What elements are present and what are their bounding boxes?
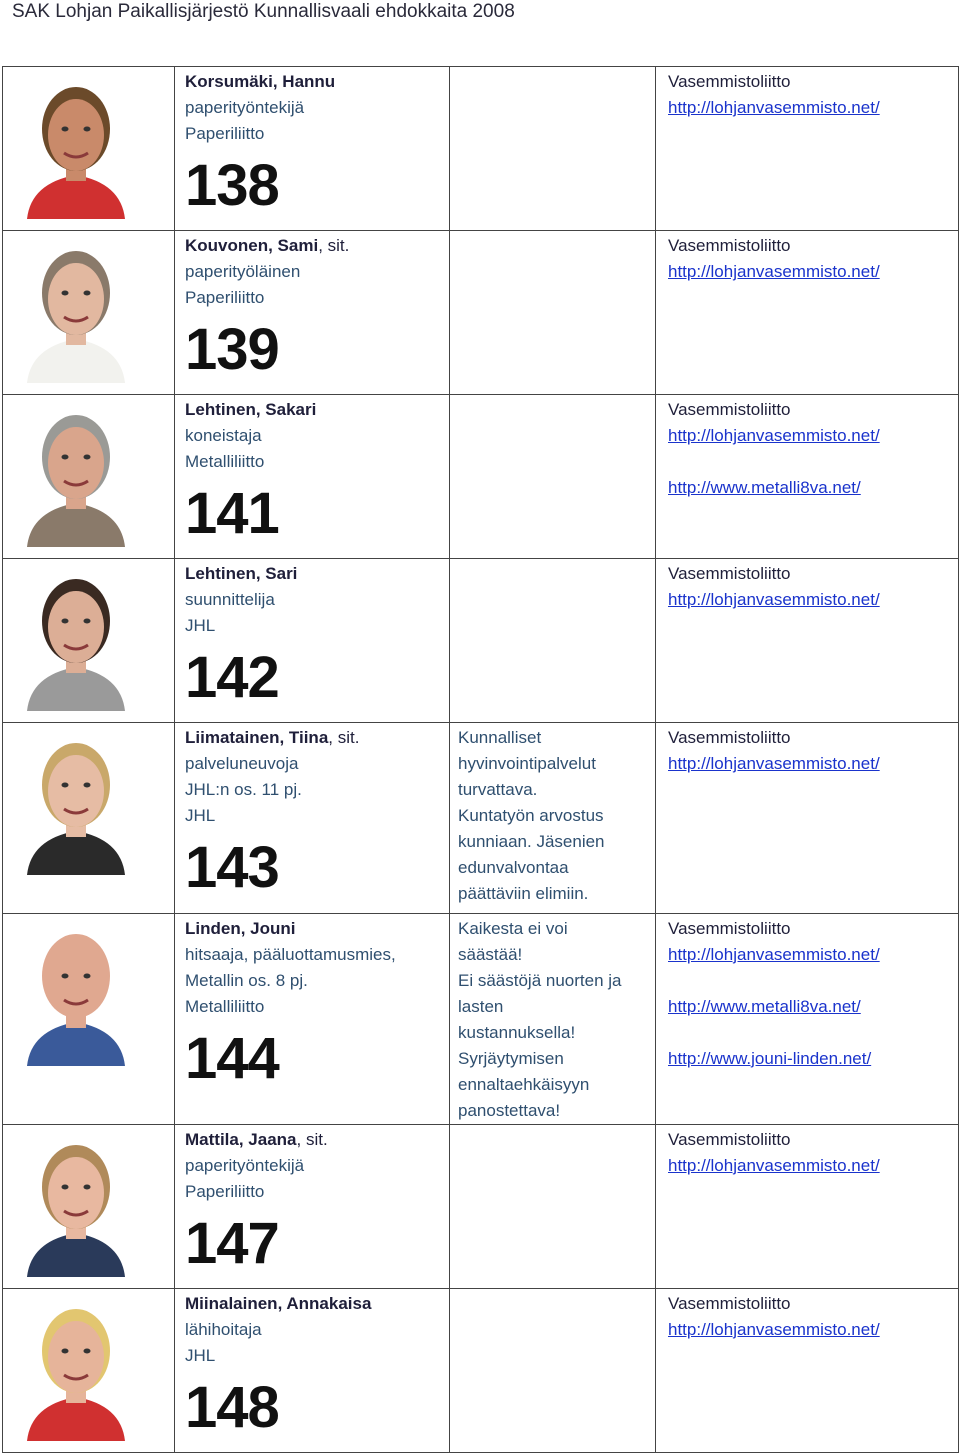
candidate-name-line	[185, 916, 449, 942]
candidate-info-cell	[175, 913, 450, 1124]
candidate-notes	[450, 1289, 655, 1291]
note-line: lasten	[458, 996, 504, 1016]
candidate-info	[175, 914, 449, 1094]
candidate-links-cell	[656, 395, 959, 559]
candidate-number: 148	[185, 1374, 279, 1440]
candidate-name: Kouvonen, Sami	[185, 236, 319, 256]
candidate-number: 138	[185, 153, 279, 218]
candidate-photo	[17, 918, 135, 1066]
candidate-links-cell	[656, 559, 959, 723]
party-name: Vasemmistoliitto	[668, 236, 791, 256]
candidate-notes	[450, 1125, 655, 1127]
candidate-info	[175, 67, 449, 221]
candidate-notes-cell	[450, 231, 656, 395]
candidate-detail: JHL:n os. 11 pj.	[185, 780, 302, 800]
note-line: Kunnalliset	[458, 728, 542, 748]
candidate-row	[3, 67, 959, 231]
party-name: Vasemmistoliitto	[668, 728, 791, 748]
note-line: Ei säästöjä nuorten ja	[458, 970, 622, 990]
website-link[interactable]: http://lohjanvasemmisto.net/	[668, 944, 880, 964]
document-title: SAK Lohjan Paikallisjärjestö Kunnallisvaali ehdokkaita 2008	[12, 1, 515, 22]
note-line: Syrjäytymisen	[458, 1048, 564, 1068]
candidate-row	[3, 231, 959, 395]
candidate-info-cell	[175, 723, 450, 913]
candidate-name-line	[185, 69, 449, 95]
photo-cell	[3, 913, 175, 1124]
candidate-name-line	[185, 1291, 449, 1317]
photo-cell	[3, 559, 175, 723]
candidate-links-cell	[656, 67, 959, 231]
note-line: säästää!	[458, 944, 523, 964]
candidate-links	[656, 914, 958, 1072]
photo-cell	[3, 723, 175, 913]
candidate-photo	[17, 71, 135, 219]
candidate-name-line	[185, 1127, 449, 1153]
candidate-info	[175, 559, 449, 713]
website-link[interactable]: http://lohjanvasemmisto.net/	[668, 262, 880, 282]
candidate-row	[3, 913, 959, 1124]
candidate-detail: paperityöntekijä	[185, 1155, 305, 1175]
candidate-detail: Metalliliitto	[185, 996, 265, 1016]
note-line: turvattava.	[458, 780, 538, 800]
photo-cell	[3, 1288, 175, 1452]
candidate-info-cell	[175, 67, 450, 231]
website-link[interactable]: http://lohjanvasemmisto.net/	[668, 754, 880, 774]
note-line: kunniaan. Jäsenien	[458, 832, 605, 852]
candidate-links	[656, 231, 958, 285]
candidate-detail: suunnittelija	[185, 590, 275, 610]
candidate-detail: Paperiliitto	[185, 1181, 265, 1201]
candidate-number: 143	[185, 835, 279, 901]
candidate-links-cell	[656, 1124, 959, 1288]
candidate-detail: palveluneuvoja	[185, 754, 299, 774]
party-name: Vasemmistoliitto	[668, 72, 791, 91]
candidate-name: Liimatainen, Tiina	[185, 728, 329, 748]
candidate-detail: Metalliliitto	[185, 452, 265, 472]
note-line: Kuntatyön arvostus	[458, 806, 604, 826]
candidate-row	[3, 395, 959, 559]
photo-cell	[3, 1124, 175, 1288]
candidate-detail: JHL	[185, 1345, 216, 1365]
website-link[interactable]: http://www.jouni-linden.net/	[668, 1048, 872, 1068]
candidate-photo	[17, 1129, 135, 1277]
website-link[interactable]: http://lohjanvasemmisto.net/	[668, 590, 880, 610]
candidates-table	[2, 66, 959, 1453]
candidate-info	[175, 231, 449, 385]
candidate-notes-cell	[450, 559, 656, 723]
website-link[interactable]: http://lohjanvasemmisto.net/	[668, 426, 880, 446]
candidate-info-cell	[175, 231, 450, 395]
candidate-number: 144	[185, 1025, 279, 1091]
candidate-number: 139	[185, 317, 279, 383]
party-name: Vasemmistoliitto	[668, 564, 791, 584]
party-name: Vasemmistoliitto	[668, 1129, 791, 1149]
photo-cell	[3, 395, 175, 559]
candidate-notes	[450, 67, 655, 69]
candidate-info-cell	[175, 559, 450, 723]
website-link[interactable]: http://www.metalli8va.net/	[668, 996, 861, 1016]
candidate-links	[656, 1289, 958, 1343]
candidate-name-line	[185, 725, 449, 751]
candidate-detail: JHL	[185, 616, 216, 636]
candidate-notes	[450, 395, 655, 397]
candidate-detail: JHL	[185, 806, 216, 826]
candidate-row	[3, 559, 959, 723]
candidate-name-line	[185, 397, 449, 423]
candidate-links-cell	[656, 231, 959, 395]
photo-cell	[3, 67, 175, 231]
photo-cell	[3, 231, 175, 395]
note-line: kustannuksella!	[458, 1022, 576, 1042]
candidate-info	[175, 1289, 449, 1443]
candidate-notes	[450, 914, 655, 1124]
candidate-notes	[450, 723, 655, 907]
candidate-detail: koneistaja	[185, 426, 262, 446]
candidate-notes-cell	[450, 395, 656, 559]
candidate-notes	[450, 231, 655, 233]
candidate-notes-cell	[450, 1124, 656, 1288]
candidate-info	[175, 395, 449, 549]
candidate-detail: Paperiliitto	[185, 124, 265, 143]
note-line: päättäviin elimiin.	[458, 884, 589, 904]
candidate-notes-cell	[450, 913, 656, 1124]
candidate-number: 142	[185, 645, 279, 711]
note-line: edunvalvontaa	[458, 858, 569, 878]
candidate-detail: hitsaaja, pääluottamusmies,	[185, 944, 396, 964]
party-name: Vasemmistoliitto	[668, 400, 791, 420]
note-line: ennaltaehkäisyyn	[458, 1074, 590, 1094]
candidate-detail: lähihoitaja	[185, 1319, 262, 1339]
candidate-row	[3, 1124, 959, 1288]
candidate-name: Korsumäki, Hannu	[185, 72, 336, 91]
candidate-detail: paperityöntekijä	[185, 98, 305, 117]
note-line: panostettava!	[458, 1100, 561, 1120]
candidate-photo	[17, 399, 135, 547]
candidate-name: Lehtinen, Sakari	[185, 400, 317, 420]
candidate-photo	[17, 235, 135, 383]
candidate-name: Mattila, Jaana	[185, 1129, 297, 1149]
candidate-name-suffix: , sit.	[318, 236, 350, 256]
candidate-links-cell	[656, 913, 959, 1124]
candidate-detail: Metallin os. 8 pj.	[185, 970, 308, 990]
candidate-links	[656, 67, 958, 121]
candidate-number: 147	[185, 1210, 279, 1276]
candidate-info-cell	[175, 1124, 450, 1288]
candidate-info	[175, 723, 449, 903]
candidate-detail: paperityöläinen	[185, 262, 301, 282]
candidate-notes	[450, 559, 655, 561]
candidate-name-line	[185, 233, 449, 259]
candidate-links-cell	[656, 723, 959, 913]
candidate-name-line	[185, 561, 449, 587]
candidate-photo	[17, 1293, 135, 1441]
candidate-name: Miinalainen, Annakaisa	[185, 1293, 372, 1313]
candidate-name: Linden, Jouni	[185, 918, 296, 938]
candidate-row	[3, 1288, 959, 1452]
candidate-notes-cell	[450, 67, 656, 231]
candidate-info-cell	[175, 1288, 450, 1452]
candidate-photo	[17, 563, 135, 711]
candidate-notes-cell	[450, 723, 656, 913]
candidate-notes-cell	[450, 1288, 656, 1452]
website-link[interactable]: http://lohjanvasemmisto.net/	[668, 1319, 880, 1339]
note-line: Kaikesta ei voi	[458, 918, 568, 938]
website-link[interactable]: http://lohjanvasemmisto.net/	[668, 1155, 880, 1175]
candidate-info-cell	[175, 395, 450, 559]
website-link[interactable]: http://www.metalli8va.net/	[668, 478, 861, 498]
candidate-links	[656, 723, 958, 777]
candidate-detail: Paperiliitto	[185, 288, 265, 308]
candidate-name: Lehtinen, Sari	[185, 564, 298, 584]
candidate-links-cell	[656, 1288, 959, 1452]
candidate-photo	[17, 727, 135, 875]
candidate-number: 141	[185, 481, 279, 547]
candidate-info	[175, 1125, 449, 1279]
candidate-links	[656, 395, 958, 501]
candidate-name-suffix: , sit.	[328, 728, 360, 748]
candidate-links	[656, 1125, 958, 1179]
candidate-row	[3, 723, 959, 913]
note-line: hyvinvointipalvelut	[458, 754, 596, 774]
website-link[interactable]: http://lohjanvasemmisto.net/	[668, 98, 880, 117]
candidate-links	[656, 559, 958, 613]
party-name: Vasemmistoliitto	[668, 918, 791, 938]
candidate-name-suffix: , sit.	[296, 1129, 328, 1149]
party-name: Vasemmistoliitto	[668, 1293, 791, 1313]
